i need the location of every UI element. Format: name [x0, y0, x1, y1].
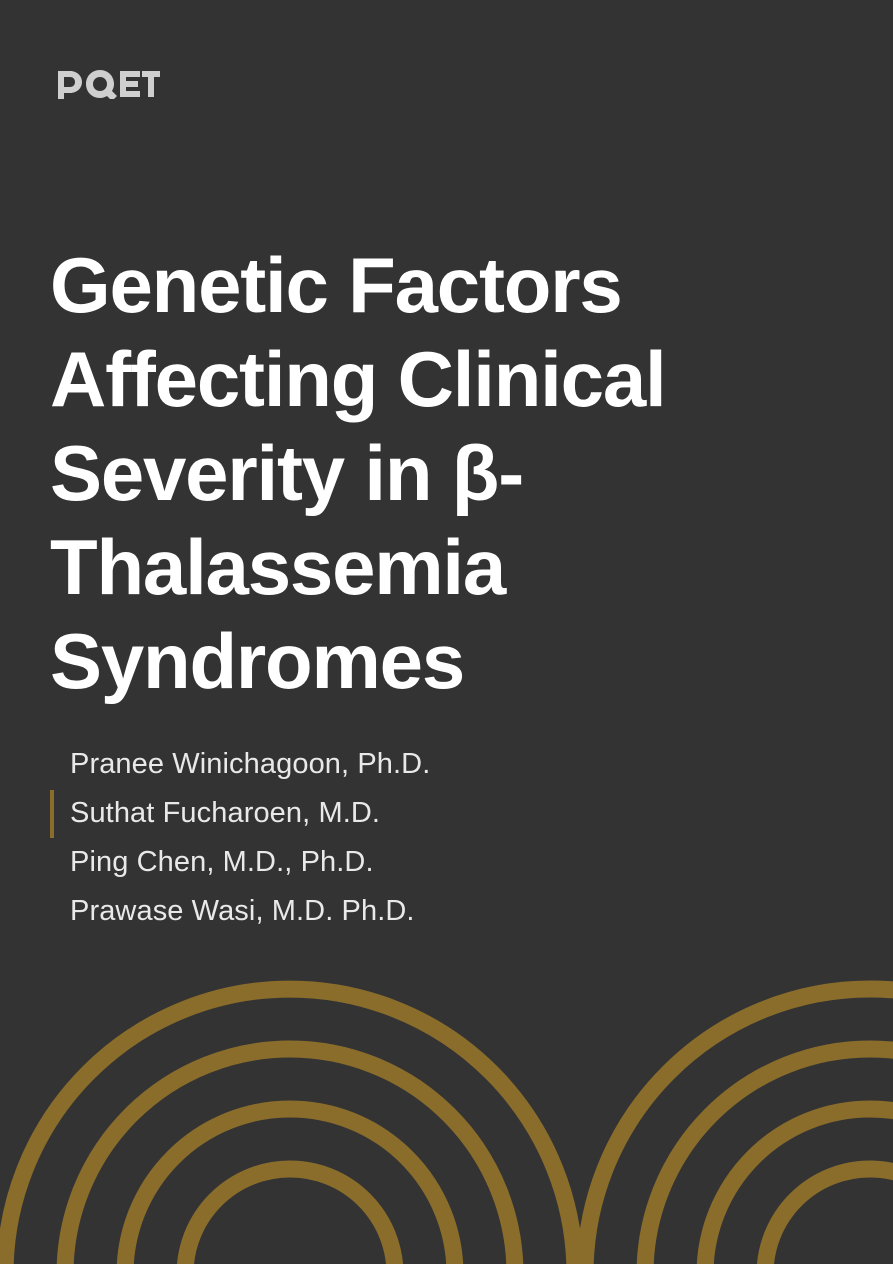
- poet-logo: [56, 66, 160, 102]
- author-accent-bar: [50, 790, 54, 838]
- list-item: Prawase Wasi, M.D. Ph.D.: [70, 895, 415, 927]
- page-title: Genetic Factors Affecting Clinical Severity in β-Thalassemia Syndromes: [50, 241, 666, 705]
- author-list: [50, 740, 670, 936]
- list-item: Pranee Winichagoon, Ph.D.: [70, 748, 431, 780]
- list-item: Ping Chen, M.D., Ph.D.: [70, 846, 374, 878]
- decorative-arcs: [0, 964, 893, 1264]
- list-item: Suthat Fucharoen, M.D.: [70, 797, 381, 829]
